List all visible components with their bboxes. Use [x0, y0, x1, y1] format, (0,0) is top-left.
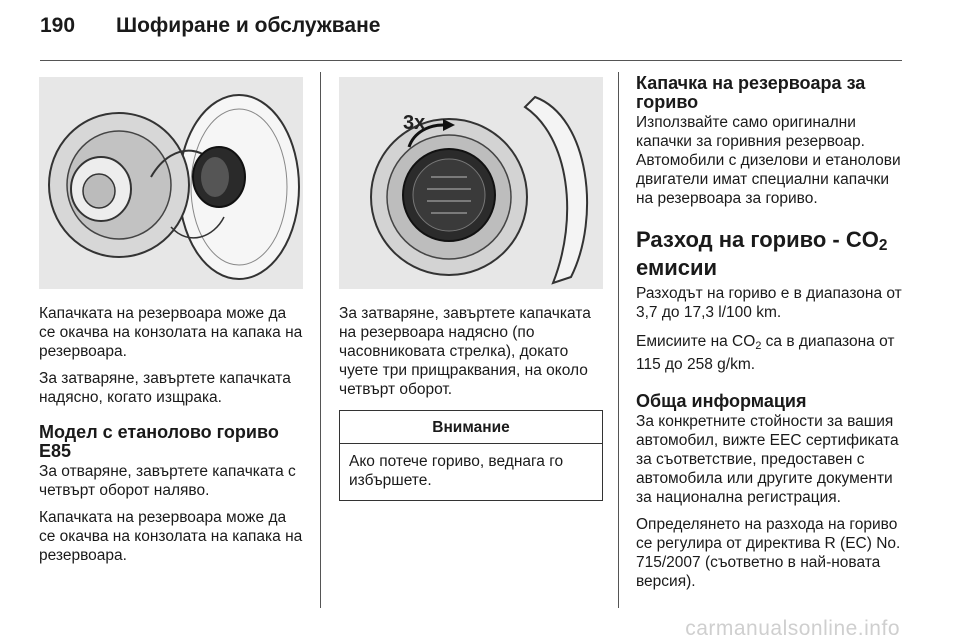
- paragraph: [636, 330, 904, 376]
- paragraph: Разходът на гориво е в диапазона от 3,7 до 17,3 l/100 km.: [636, 285, 902, 321]
- text-run: са в диапазона от 115 до 258 g/km.: [636, 333, 895, 373]
- section-heading-large: [636, 226, 904, 282]
- section-heading: Капачка на резервоара за гориво: [636, 73, 866, 112]
- paragraph: Капачката на резервоара може да се окачва на конзолата на капака на резервоара.: [39, 305, 303, 360]
- section-heading: Обща информация: [636, 391, 807, 411]
- fuel-cap-close-drawing: [339, 77, 603, 289]
- caution-title: Внимание: [340, 411, 602, 444]
- paragraph: За конкретните стойности за вашия автомобил, вижте EEC сертификата за съответствие, предоставен с автомобила или другите документи за национална регистрация.: [636, 413, 899, 506]
- subscript: 2: [755, 340, 762, 352]
- heading-text-tail: емисии: [636, 255, 718, 280]
- paragraph: За отваряне, завъртете капачката с четвърт оборот наляво.: [39, 463, 296, 499]
- heading-text: Разход на гориво - CO: [636, 227, 879, 252]
- column-divider-1: [320, 72, 321, 608]
- paragraph: Капачката на резервоара може да се окачва на конзолата на капака на резервоара.: [39, 509, 303, 564]
- page-header: [40, 14, 380, 44]
- paragraph: За затваряне, завъртете капачката на резервоара надясно (по часовниковата стрелка), докато чуете три прищраквания, на около четвърт оборот.: [339, 305, 591, 398]
- section-heading: Модел с етанолово гориво E85: [39, 422, 279, 461]
- caution-body: Ако потече гориво, веднага го избършете.: [349, 453, 564, 489]
- paragraph: Използвайте само оригинални капачки за горивния резервоар. Автомобили с дизелови и етанолови двигатели имат специални капачки на резервоара за гориво.: [636, 114, 901, 207]
- heading-subscript: 2: [878, 237, 888, 254]
- column-1: [39, 77, 303, 565]
- watermark: carmanualsonline.info: [685, 617, 900, 640]
- header-rule: [40, 60, 902, 61]
- column-3: [636, 74, 904, 591]
- chapter-title: Шофиране и обслужване: [116, 14, 381, 37]
- figure-label: 3x: [403, 112, 426, 134]
- fuel-cap-open-drawing: [39, 77, 303, 289]
- page-number: 190: [40, 14, 76, 37]
- caution-box: [339, 410, 603, 501]
- paragraph: За затваряне, завъртете капачката надясно, когато изщрака.: [39, 370, 291, 406]
- column-2: [339, 77, 603, 501]
- fuel-cap-illustration-open: [39, 77, 303, 289]
- fuel-cap-illustration-close: [339, 77, 603, 289]
- text-run: Емисиите на CO: [636, 333, 756, 350]
- paragraph: Определянето на разхода на гориво се регулира от директива R (EC) No. 715/2007 (съответно в най-новата версия).: [636, 516, 901, 590]
- column-divider-2: [618, 72, 619, 608]
